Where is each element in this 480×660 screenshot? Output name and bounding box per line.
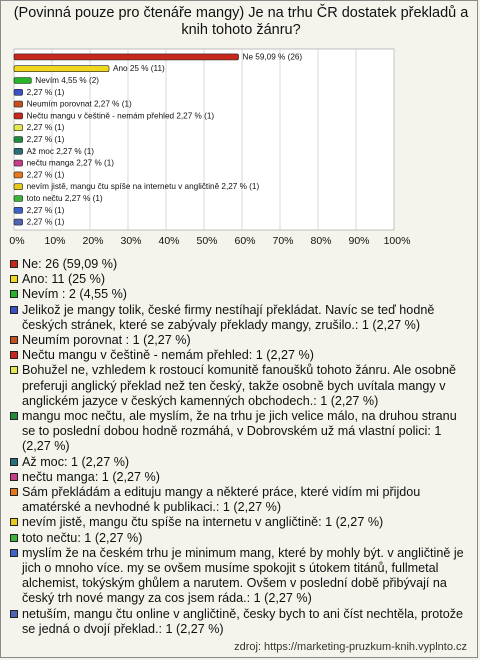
- bar: [14, 125, 23, 131]
- x-tick-label: 30%: [120, 235, 142, 247]
- bar: [14, 89, 23, 95]
- legend: [10, 257, 472, 637]
- data-label: 2,27 % (1): [26, 205, 65, 215]
- data-label: 2,27 % (1): [26, 170, 65, 180]
- x-tick-label: 80%: [310, 235, 332, 247]
- legend-item: [10, 333, 472, 348]
- legend-swatch: [10, 260, 18, 268]
- legend-label: Nevím : 2 (4,55 %): [22, 287, 127, 302]
- legend-label: toto nečtu: 1 (2,27 %): [22, 530, 143, 545]
- legend-item: [10, 287, 472, 302]
- legend-swatch: [10, 290, 18, 298]
- legend-swatch: [10, 488, 18, 496]
- bar: [14, 219, 23, 225]
- bar-chart: [1, 1, 479, 251]
- x-tick-label: 70%: [272, 235, 294, 247]
- legend-label: Ne: 26 (59,09 %): [22, 257, 118, 271]
- legend-item: [10, 470, 472, 485]
- bar: [14, 172, 23, 178]
- bar: [14, 196, 23, 202]
- legend-swatch: [10, 458, 18, 466]
- bar: [14, 160, 23, 166]
- data-label: 2,27 % (1): [26, 217, 65, 227]
- legend-label: Neumím porovnat : 1 (2,27 %): [22, 333, 191, 348]
- data-label: Až moc 2,27 % (1): [26, 146, 94, 156]
- bar: [14, 207, 23, 213]
- data-label: Nevím 4,55 % (2): [35, 76, 99, 85]
- bar: [14, 148, 23, 154]
- bar: [14, 137, 23, 143]
- legend-label: Sám překládám a edituju mangy a některé práce, které vidím mi přijdou amatérské a nevhodné k publikaci.: 1 (2,27 %): [22, 485, 421, 515]
- bar: [14, 54, 239, 60]
- data-label: Ne 59,09 % (26): [242, 52, 303, 62]
- legend-item: [10, 455, 472, 470]
- legend-item: [10, 363, 472, 409]
- legend-item: [10, 257, 472, 272]
- legend-label: Bohužel ne, vzhledem k rostoucí komunitě fanoušků tohoto žánru. Ale osobně preferuji anglický překlad než ten český, takže osobně bych uvítala mangy v anglickém jazyce v českých kamenných obchodech.: 1 (2,27 %): [22, 363, 457, 408]
- legend-swatch: [10, 549, 18, 557]
- data-label: 2,27 % (1): [26, 135, 65, 144]
- data-label: 2,27 % (1): [26, 123, 65, 133]
- legend-swatch: [10, 534, 18, 542]
- legend-swatch: [10, 366, 18, 374]
- data-label: Neumím porovnat 2,27 % (1): [26, 99, 132, 109]
- legend-label: nečtu manga: 1 (2,27 %): [22, 469, 160, 484]
- legend-item: [10, 272, 472, 287]
- data-label: Nečtu mangu v češtině - nemám přehled 2,27 % (1): [26, 111, 215, 121]
- legend-swatch: [10, 518, 18, 526]
- x-tick-label: 90%: [348, 235, 370, 247]
- legend-swatch: [10, 336, 18, 344]
- legend-item: [10, 515, 472, 530]
- legend-label: Až moc: 1 (2,27 %): [22, 454, 130, 469]
- legend-label: Ano: 11 (25 %): [22, 272, 106, 287]
- bar: [14, 66, 109, 72]
- data-label: 2,27 % (1): [26, 87, 65, 97]
- legend-label: mangu moc nečtu, ale myslím, že na trhu je jich velice málo, na druhou stranu se to poslední dobou hodně rozmáhá, v Dobrovském už má vlastní polici: 1 (2,27 %): [22, 409, 457, 454]
- data-label: nevím jistě, mangu čtu spíše na internetu v angličtině 2,27 % (1): [26, 182, 260, 192]
- x-tick-label: 60%: [234, 235, 256, 247]
- bar: [14, 113, 23, 119]
- bar: [14, 101, 23, 107]
- legend-item: [10, 485, 472, 515]
- x-tick-label: 20%: [82, 235, 104, 247]
- legend-swatch: [10, 610, 18, 618]
- data-label: nečtu manga 2,27 % (1): [26, 158, 115, 168]
- bar: [14, 78, 31, 84]
- legend-swatch: [10, 351, 18, 359]
- legend-item: [10, 531, 472, 546]
- source-link[interactable]: zdroj: https://marketing-pruzkum-knih.vyplnto.cz: [234, 641, 467, 653]
- chart-title: (Povinná pouze pro čtenáře mangy) Je na trhu ČR dostatek překladů a knih tohoto žánru?: [13, 5, 469, 38]
- x-tick-label: 100%: [383, 235, 411, 247]
- x-tick-label: 10%: [44, 235, 66, 247]
- x-tick-label: 50%: [196, 235, 218, 247]
- bar: [14, 184, 23, 190]
- legend-item: [10, 303, 472, 333]
- legend-swatch: [10, 275, 18, 283]
- x-tick-label: 0%: [9, 235, 25, 247]
- data-label: Ano 25 % (11): [113, 64, 165, 74]
- legend-item: [10, 348, 472, 363]
- legend-item: [10, 546, 472, 607]
- legend-swatch: [10, 473, 18, 481]
- data-label: toto nečtu 2,27 % (1): [26, 194, 103, 203]
- legend-item: [10, 409, 472, 455]
- legend-swatch: [10, 412, 18, 420]
- legend-item: [10, 607, 472, 637]
- legend-label: netuším, mangu čtu online v angličtině, česky bych to ani číst nechtěla, protože se jedná o dvojí překlad.: 1 (2,27 %): [22, 606, 464, 636]
- legend-label: myslím že na českém trhu je minimum mang, které by mohly být. v angličtině je jich o mnoho více. my se ovšem musíme spokojit s útokem titánů, fullmetal alchemist, tokýským ghůlem a narutem. Ovšem v poslední době přibývají na český trh nové mangy za cos jsem ráda.: 1 (2,27 %): [22, 545, 464, 606]
- legend-swatch: [10, 306, 18, 314]
- legend-label: Jelikož je mangy tolik, české firmy nestíhají překládat. Navíc se teď hodně českých stránek, které se zabývaly překlady mangy, zrušilo.: 1 (2,27 %): [22, 302, 435, 332]
- legend-label: Nečtu mangu v češtině - nemám přehled: 1 (2,27 %): [22, 348, 314, 363]
- legend-label: nevím jistě, mangu čtu spíše na internetu v angličtině: 1 (2,27 %): [22, 515, 384, 530]
- x-tick-label: 40%: [158, 235, 180, 247]
